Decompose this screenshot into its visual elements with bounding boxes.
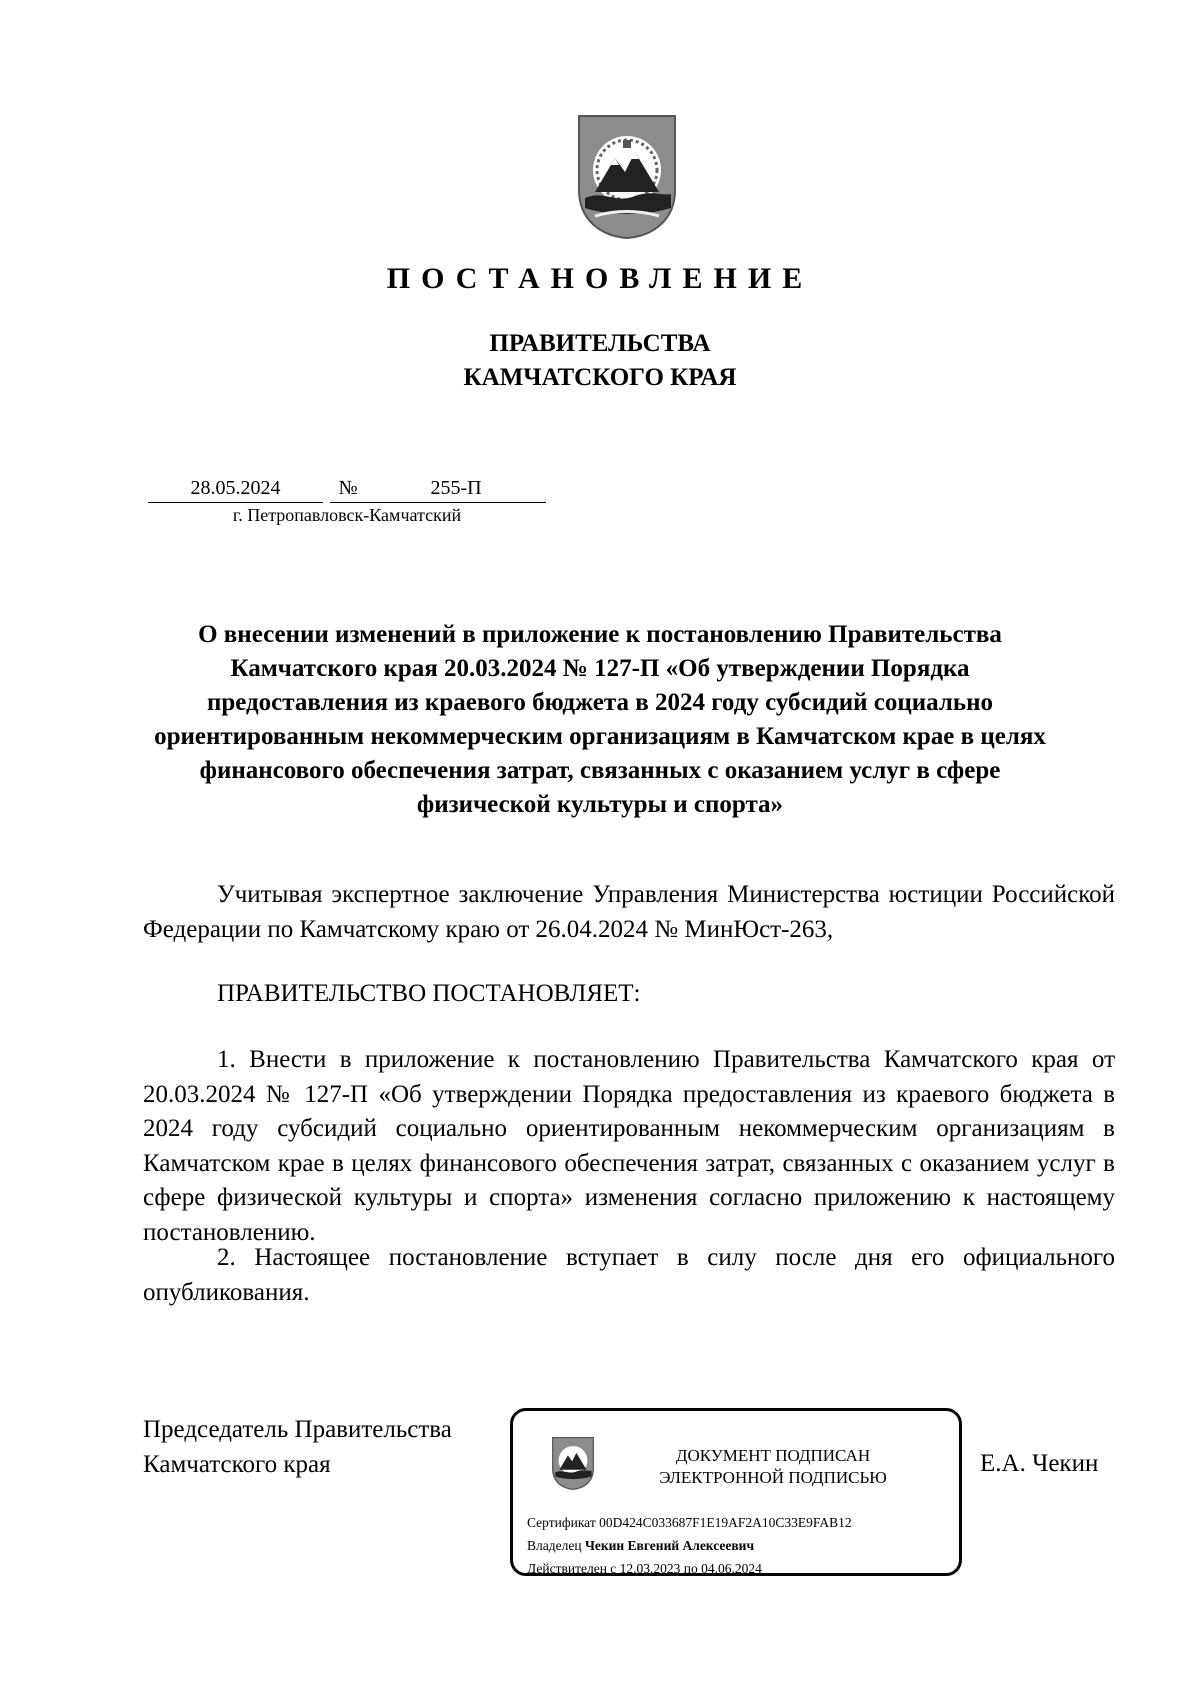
stamp-valid-to-label: по xyxy=(683,1561,698,1576)
stamp-valid-label: Действителен с xyxy=(527,1561,617,1576)
electronic-signature-stamp xyxy=(510,1408,962,1576)
stamp-owner xyxy=(527,1537,957,1555)
stamp-certificate-value: 00D424C033687F1E19AF2A10C33E9FAB12 xyxy=(599,1515,852,1530)
resolves-paragraph: ПРАВИТЕЛЬСТВО ПОСТАНОВЛЯЕТ: xyxy=(217,980,641,1007)
document-number-text: 255-П xyxy=(430,477,482,499)
signer-position-line-2: Камчатского края xyxy=(143,1451,331,1478)
stamp-emblem-icon xyxy=(551,1435,595,1491)
kamchatka-emblem-icon xyxy=(575,112,679,240)
stamp-heading-line-1: ДОКУМЕНТ ПОДПИСАН xyxy=(675,1446,871,1465)
number-sign-text: № xyxy=(338,477,358,499)
stamp-valid-to: 04.06.2024 xyxy=(701,1561,762,1576)
stamp-owner-value: Чекин Евгений Алексеевич xyxy=(584,1538,755,1553)
stamp-certificate xyxy=(527,1514,957,1532)
city: г. Петропавловск-Камчатский xyxy=(232,505,462,525)
stamp-certificate-label: Сертификат xyxy=(527,1515,596,1530)
stamp-valid-from: 12.03.2023 xyxy=(619,1561,681,1576)
document-title: О внесении изменений в приложение к постановлению Правительства Камчатского края 20.03.2024 № 127-П «Об утверждении Порядка предоставления из краевого бюджета в 2024 году субсидий социально ориентированным некоммерческим организациям в Камчатском крае в целях финансового обеспечения затрат, связанных с оказанием услуг в сфере физической культуры и спорта» xyxy=(154,621,1046,818)
stamp-validity xyxy=(527,1560,957,1578)
stamp-heading-line-2: ЭЛЕКТРОННОЙ ПОДПИСЬЮ xyxy=(659,1468,887,1487)
considering-paragraph: Учитывая экспертное заключение Управления Министерства юстиции Российской Федерации по Камчатскому краю от 26.04.2024 № МинЮст-263, xyxy=(143,881,1115,943)
item-1-paragraph: 1. Внести в приложение к постановлению Правительства Камчатского края от 20.03.2024 № 127-П «Об утверждении Порядка предоставления из краевого бюджета в 2024 году субсидий социально ориентированным некоммерческим организациям в Камчатском крае в целях финансового обеспечения затрат, связанных с оказанием услуг в сфере физической культуры и спорта» изменения согласно приложению к настоящему постановлению. xyxy=(143,1046,1115,1246)
document-date-text: 28.05.2024 xyxy=(190,477,281,499)
signer-position xyxy=(143,1412,503,1482)
issuer-line-2: КАМЧАТСКОГО КРАЯ xyxy=(463,364,737,391)
stamp-owner-label: Владелец xyxy=(527,1538,582,1553)
signer-position-line-1: Председатель Правительства xyxy=(143,1416,452,1443)
document-number xyxy=(366,472,546,503)
issuer-line-1: ПРАВИТЕЛЬСТВА xyxy=(489,330,711,357)
document-date xyxy=(148,472,323,503)
document-type: ПОСТАНОВЛЕНИЕ xyxy=(386,262,814,295)
number-sign xyxy=(330,472,366,503)
signer-name: Е.А. Чекин xyxy=(980,1450,1099,1477)
item-2-paragraph: 2. Настоящее постановление вступает в силу после дня его официального опубликования. xyxy=(143,1244,1115,1306)
